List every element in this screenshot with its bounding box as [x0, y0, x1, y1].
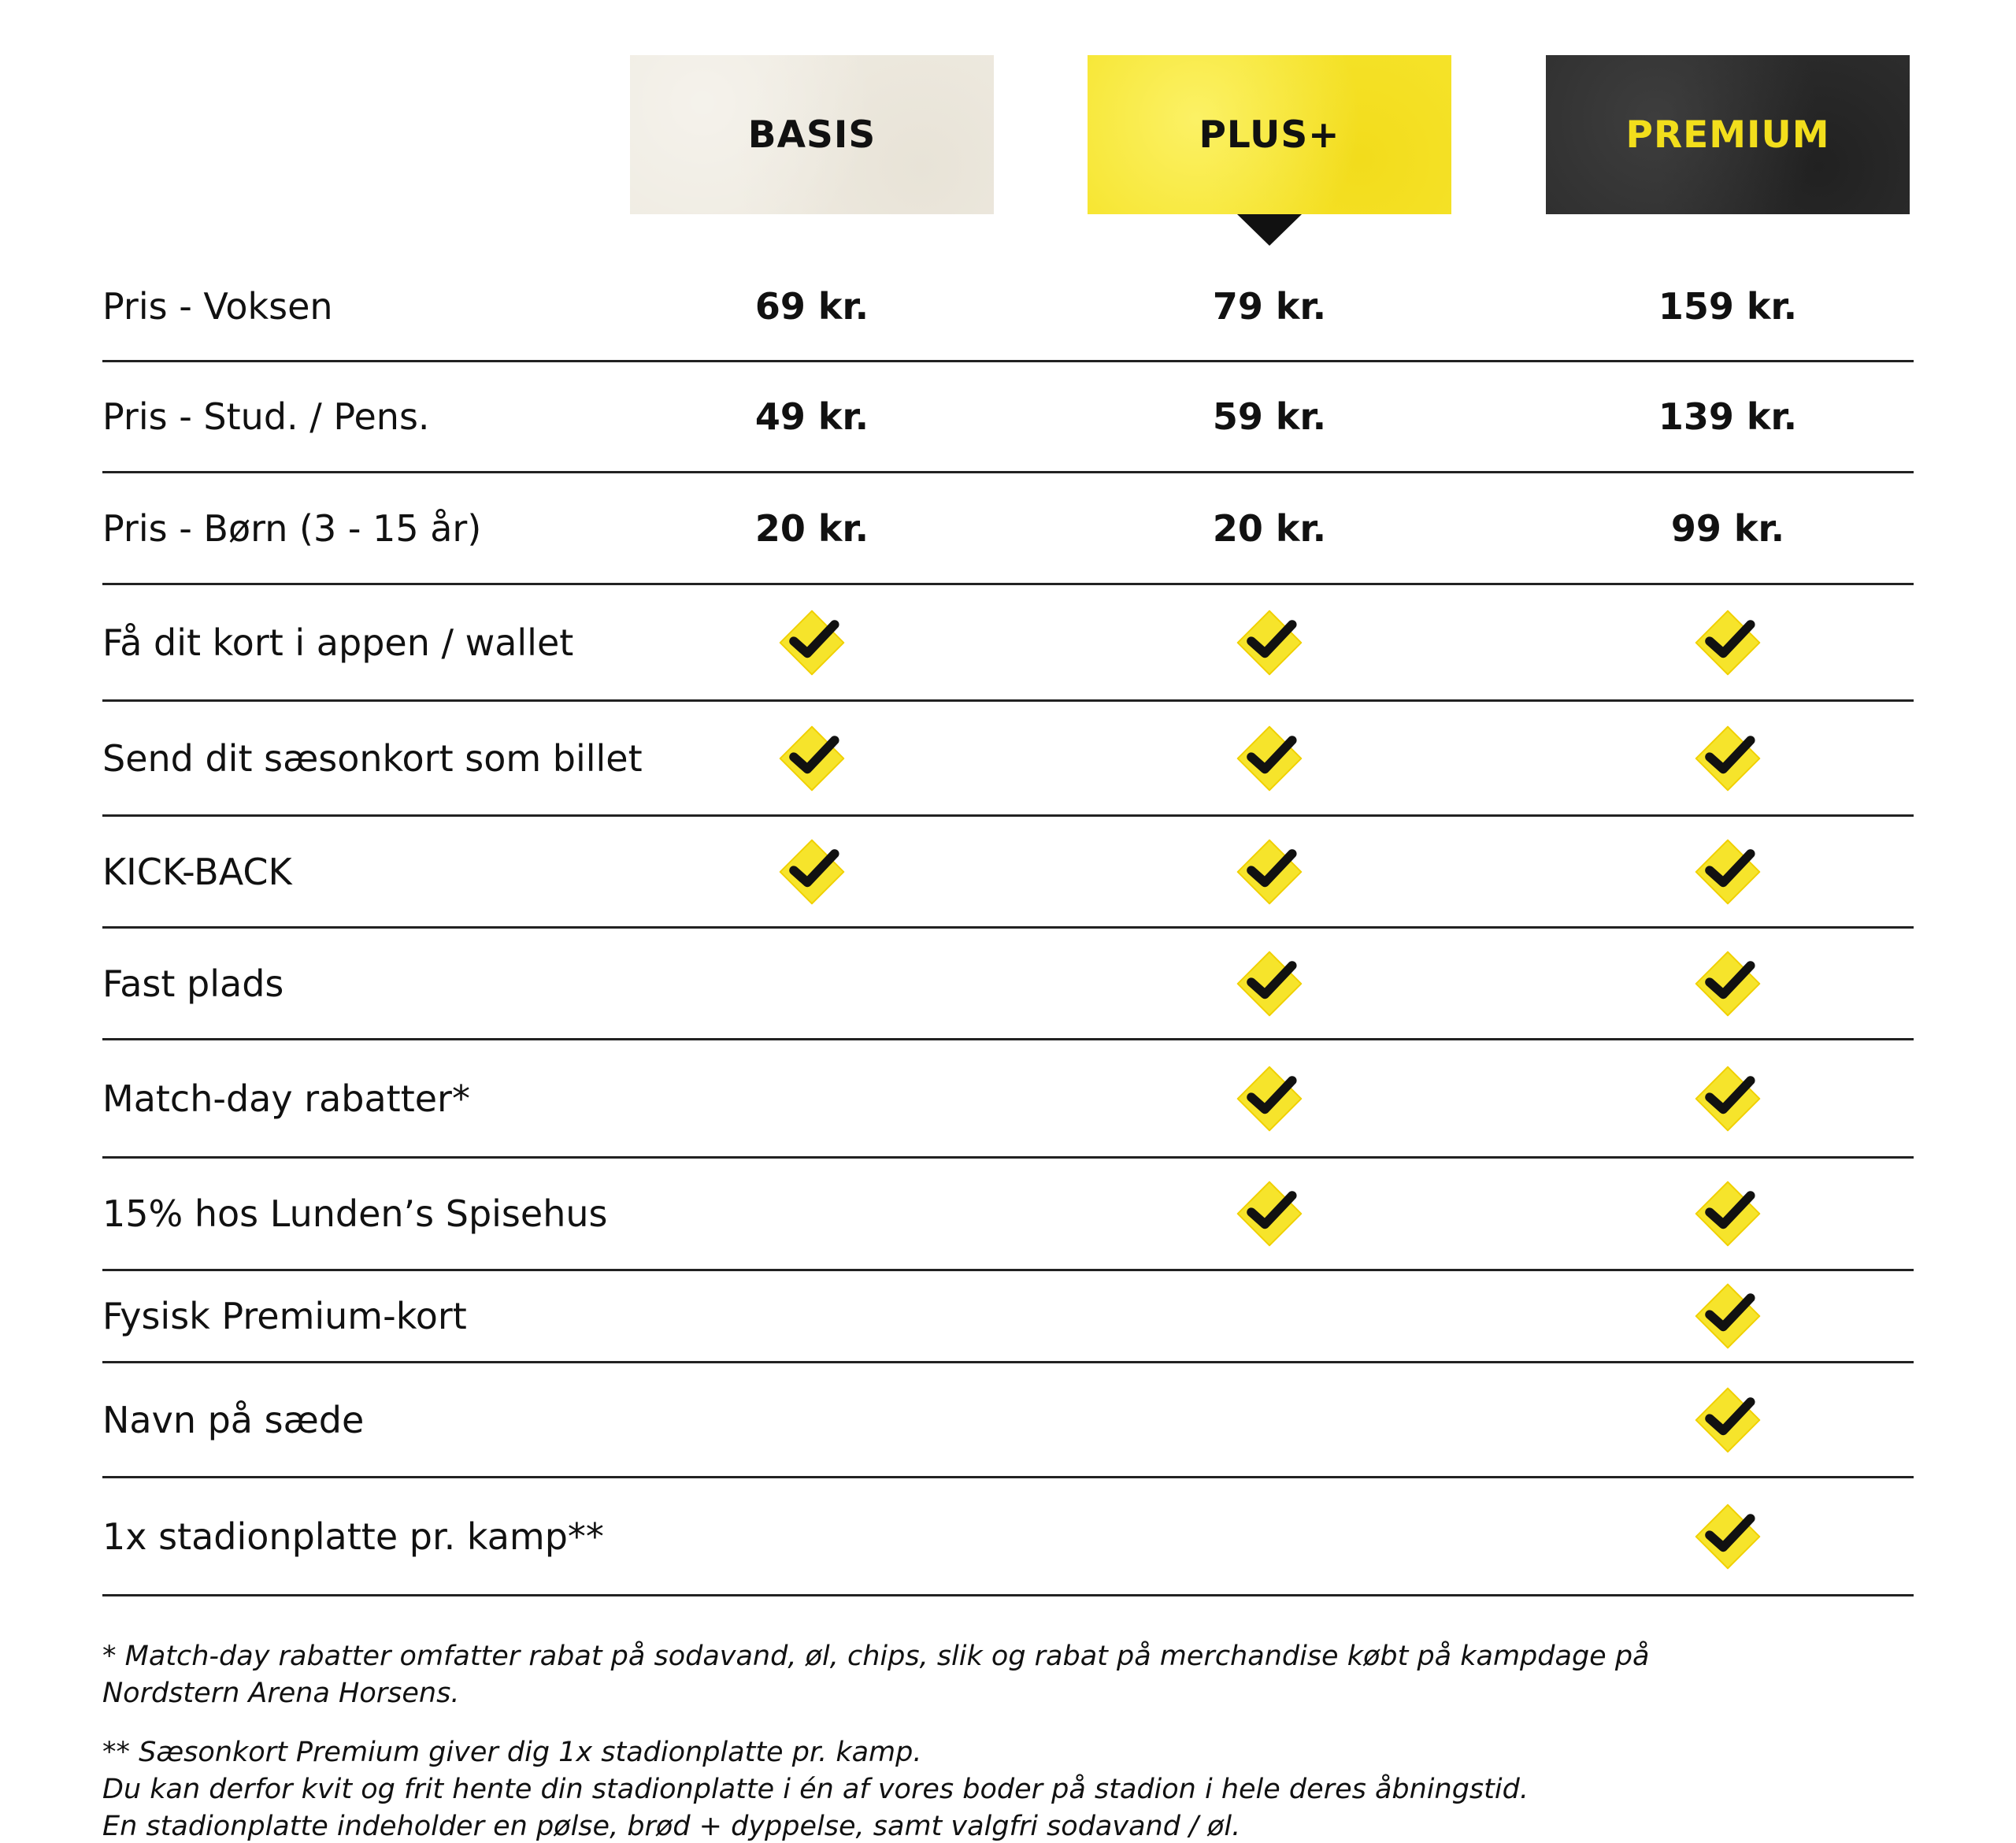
- row-label: Få dit kort i appen / wallet: [102, 621, 574, 664]
- table-row: [102, 1271, 1914, 1363]
- check-icon: [774, 721, 850, 796]
- cell-plus: [1088, 702, 1451, 814]
- table-row: [102, 1040, 1914, 1159]
- check-icon: [1690, 1061, 1766, 1137]
- check-icon: [1690, 946, 1766, 1022]
- price-value: 99 kr.: [1670, 506, 1785, 550]
- cell-basis: [630, 585, 994, 699]
- cell-basis: [630, 1478, 994, 1594]
- cell-basis: [630, 702, 994, 814]
- cell-basis: [630, 817, 994, 926]
- row-label: Navn på sæde: [102, 1398, 365, 1441]
- row-label: Fast plads: [102, 962, 284, 1005]
- price-value: 20 kr.: [754, 506, 869, 550]
- footnote-match-day: [102, 1638, 1874, 1712]
- cell-plus: [1088, 817, 1451, 926]
- cell-premium: [1546, 473, 1910, 583]
- check-icon: [1690, 1278, 1766, 1354]
- check-icon: [774, 605, 850, 680]
- cell-plus: [1088, 929, 1451, 1038]
- check-icon: [1232, 1176, 1307, 1252]
- check-icon: [1690, 1382, 1766, 1458]
- check-icon: [1232, 834, 1307, 910]
- check-icon: [1690, 1176, 1766, 1252]
- check-icon: [1232, 1061, 1307, 1137]
- cell-plus: [1088, 1159, 1451, 1269]
- cell-basis: [630, 929, 994, 1038]
- cell-premium: [1546, 1040, 1910, 1156]
- row-label: 15% hos Lunden’s Spisehus: [102, 1192, 608, 1235]
- footnote-line: En stadionplatte indeholder en pølse, brød + dyppelse, samt valgfri sodavand / øl.: [102, 1811, 1241, 1842]
- cell-premium: [1546, 1363, 1910, 1476]
- cell-basis: [630, 473, 994, 583]
- footnote-line: Du kan derfor kvit og frit hente din stadionplatte i én af vores boder på stadion i hele deres åbningstid.: [102, 1774, 1529, 1805]
- cell-plus: [1088, 252, 1451, 360]
- check-icon: [1232, 721, 1307, 796]
- check-icon: [1232, 605, 1307, 680]
- cell-basis: [630, 1159, 994, 1269]
- plan-header-basis-label: BASIS: [747, 113, 876, 157]
- footnote-stadionplatte: [102, 1734, 1874, 1843]
- price-value: 49 kr.: [754, 395, 869, 438]
- cell-basis: [630, 1271, 994, 1361]
- price-value: 20 kr.: [1212, 506, 1327, 550]
- cell-plus: [1088, 1478, 1451, 1594]
- plan-header-plus[interactable]: [1088, 55, 1451, 214]
- row-label: Fysisk Premium-kort: [102, 1295, 467, 1337]
- cell-basis: [630, 1040, 994, 1156]
- cell-plus: [1088, 362, 1451, 471]
- table-row: [102, 1478, 1914, 1596]
- cell-premium: [1546, 252, 1910, 360]
- cell-premium: [1546, 702, 1910, 814]
- table-row: [102, 252, 1914, 362]
- footnote-line: Nordstern Arena Horsens.: [102, 1678, 460, 1709]
- row-label: Pris - Voksen: [102, 284, 333, 328]
- cell-premium: [1546, 585, 1910, 699]
- cell-premium: [1546, 362, 1910, 471]
- price-value: 59 kr.: [1212, 395, 1327, 438]
- check-icon: [1232, 946, 1307, 1022]
- check-icon: [1690, 1499, 1766, 1574]
- cell-plus: [1088, 473, 1451, 583]
- row-label: Pris - Stud. / Pens.: [102, 395, 430, 438]
- row-label: Pris - Børn (3 - 15 år): [102, 506, 482, 550]
- cell-premium: [1546, 1478, 1910, 1594]
- table-row: [102, 473, 1914, 585]
- check-icon: [1690, 605, 1766, 680]
- price-value: 159 kr.: [1658, 284, 1798, 328]
- check-icon: [1690, 721, 1766, 796]
- table-row: [102, 585, 1914, 702]
- cell-premium: [1546, 1159, 1910, 1269]
- price-value: 139 kr.: [1658, 395, 1798, 438]
- cell-basis: [630, 1363, 994, 1476]
- table-row: [102, 817, 1914, 929]
- plan-header-basis[interactable]: [630, 55, 994, 214]
- cell-plus: [1088, 1363, 1451, 1476]
- cell-plus: [1088, 585, 1451, 699]
- table-row: [102, 929, 1914, 1040]
- cell-basis: [630, 362, 994, 471]
- row-label: KICK-BACK: [102, 850, 292, 893]
- check-icon: [1690, 834, 1766, 910]
- price-value: 79 kr.: [1212, 284, 1327, 328]
- plan-header-premium-label: PREMIUM: [1625, 113, 1830, 157]
- cell-premium: [1546, 817, 1910, 926]
- plan-header-plus-label: PLUS+: [1199, 113, 1340, 157]
- footnote-line: ** Sæsonkort Premium giver dig 1x stadionplatte pr. kamp.: [102, 1737, 922, 1768]
- price-value: 69 kr.: [754, 284, 869, 328]
- cell-premium: [1546, 1271, 1910, 1361]
- plan-selected-pointer-icon: [1237, 214, 1302, 246]
- table-row: [102, 1159, 1914, 1271]
- check-icon: [774, 834, 850, 910]
- row-label: Match-day rabatter*: [102, 1077, 470, 1120]
- row-label: 1x stadionplatte pr. kamp**: [102, 1515, 604, 1558]
- row-label: Send dit sæsonkort som billet: [102, 736, 643, 780]
- cell-plus: [1088, 1271, 1451, 1361]
- cell-basis: [630, 252, 994, 360]
- footnote-line: * Match-day rabatter omfatter rabat på sodavand, øl, chips, slik og rabat på merchandise købt på kampdage på: [102, 1641, 1650, 1672]
- plan-header-premium[interactable]: [1546, 55, 1910, 214]
- table-row: [102, 1363, 1914, 1478]
- cell-plus: [1088, 1040, 1451, 1156]
- table-row: [102, 362, 1914, 473]
- cell-premium: [1546, 929, 1910, 1038]
- table-row: [102, 702, 1914, 817]
